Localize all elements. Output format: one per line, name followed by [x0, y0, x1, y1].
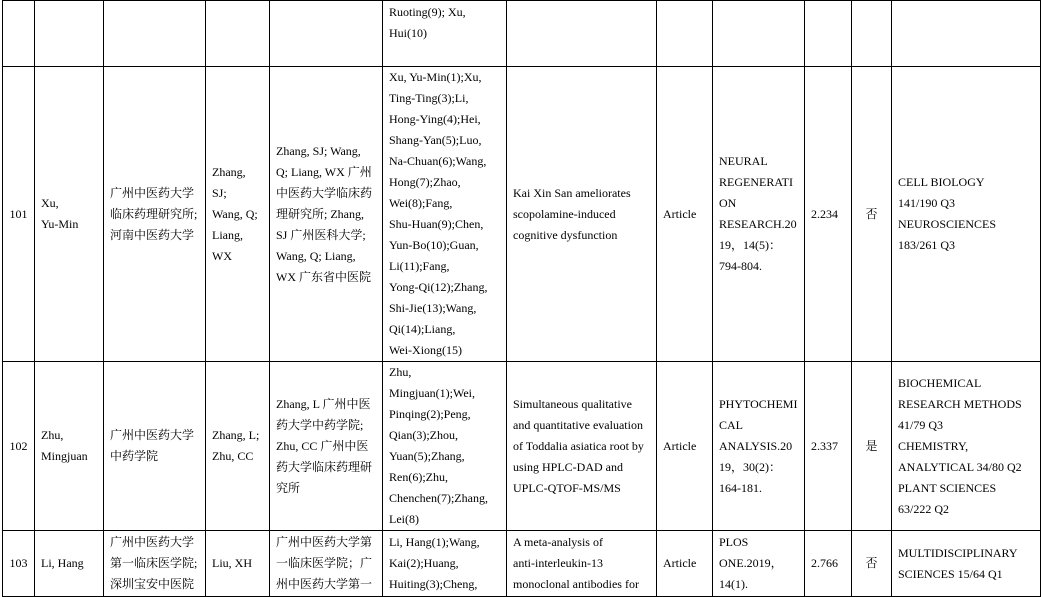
corresponding-author: Zhang, SJ; Wang, Q; Liang, WX: [206, 67, 270, 362]
impact-factor: 2.766: [805, 531, 852, 597]
all-authors: Li, Hang(1);Wang, Kai(2);Huang, Huiting(3);Cheng,: [383, 531, 507, 597]
first-author: Zhu, Mingjuan: [35, 362, 104, 531]
impact-factor: 2.337: [805, 362, 852, 531]
first-author: Li, Hang: [35, 531, 104, 597]
row-number: [3, 1, 35, 67]
journal-ref: PLOS ONE.2019， 14(1).: [713, 531, 805, 597]
all-authors: Zhu, Mingjuan(1);Wei, Pinqing(2);Peng, Qian(3);Zhou, Yuan(5);Zhang, Ren(6);Zhu, Chenchen(7);Zhang, Lei(8): [383, 362, 507, 531]
impact-factor: 2.234: [805, 67, 852, 362]
jcr-category: MULTIDISCIPLINARY SCIENCES 15/64 Q1: [892, 531, 1041, 597]
flag: [852, 1, 892, 67]
journal-ref: [713, 1, 805, 67]
paper-title: Simultaneous qualitative and quantitative evaluation of Toddalia asiatica root by using HPLC-DAD and UPLC-QTOF-MS/MS: [507, 362, 657, 531]
corresponding-org: Zhang, SJ; Wang, Q; Liang, WX 广州 中医药大学临床药 理研究所; Zhang, SJ 广州医科大学; Wang, Q; Liang, WX 广东省中医院: [270, 67, 383, 362]
doc-type: Article: [657, 531, 713, 597]
paper-title: A meta-analysis of anti-interleukin-13 monoclonal antibodies for: [507, 531, 657, 597]
table-row: [3, 531, 1041, 597]
jcr-category: BIOCHEMICAL RESEARCH METHODS 41/79 Q3 CHEMISTRY, ANALYTICAL 34/80 Q2 PLANT SCIENCES 63/222 Q2: [892, 362, 1041, 531]
first-author-org: 广州中医药大学 中药学院: [104, 362, 206, 531]
corresponding-author: Zhang, L; Zhu, CC: [206, 362, 270, 531]
corresponding-author: Liu, XH: [206, 531, 270, 597]
first-author-org: [104, 1, 206, 67]
corresponding-org: [270, 1, 383, 67]
journal-ref: NEURAL REGENERATI ON RESEARCH.20 19，14(5)： 794-804.: [713, 67, 805, 362]
corresponding-org: 广州中医药大学第 一临床医学院；广 州中医药大学第一: [270, 531, 383, 597]
corresponding-author: [206, 1, 270, 67]
all-authors: Ruoting(9); Xu, Hui(10): [383, 1, 507, 67]
doc-type: Article: [657, 362, 713, 531]
row-number: 102: [3, 362, 35, 531]
publication-table: [2, 0, 1041, 597]
first-author: Xu, Yu-Min: [35, 67, 104, 362]
journal-ref: PHYTOCHEMI CAL ANALYSIS.20 19，30(2)： 164-181.: [713, 362, 805, 531]
table-row: [3, 67, 1041, 362]
flag: 是: [852, 362, 892, 531]
table-row: [3, 1, 1041, 67]
doc-type: [657, 1, 713, 67]
doc-type: Article: [657, 67, 713, 362]
first-author-org: 广州中医药大学 第一临床医学院; 深圳宝安中医院: [104, 531, 206, 597]
flag: 否: [852, 531, 892, 597]
row-number: 101: [3, 67, 35, 362]
row-number: 103: [3, 531, 35, 597]
flag: 否: [852, 67, 892, 362]
corresponding-org: Zhang, L 广州中医 药大学中药学院; Zhu, CC 广州中医 药大学临床药理研 究所: [270, 362, 383, 531]
impact-factor: [805, 1, 852, 67]
jcr-category: [892, 1, 1041, 67]
first-author-org: 广州中医药大学 临床药理研究所; 河南中医药大学: [104, 67, 206, 362]
table-row: [3, 362, 1041, 531]
first-author: [35, 1, 104, 67]
paper-title: [507, 1, 657, 67]
all-authors: Xu, Yu-Min(1);Xu, Ting-Ting(3);Li, Hong-Ying(4);Hei, Shang-Yan(5);Luo, Na-Chuan(6);Wang, Hong(7);Zhao, Wei(8);Fang, Shu-Huan(9);Chen, Yun-Bo(10);Guan, Li(11);Fang, Yong-Qi(12);Zhang, Shi-Jie(13);Wang, Qi(14);Liang, Wei-Xiong(15): [383, 67, 507, 362]
jcr-category: CELL BIOLOGY 141/190 Q3 NEUROSCIENCES 183/261 Q3: [892, 67, 1041, 362]
paper-title: Kai Xin San ameliorates scopolamine-induced cognitive dysfunction: [507, 67, 657, 362]
